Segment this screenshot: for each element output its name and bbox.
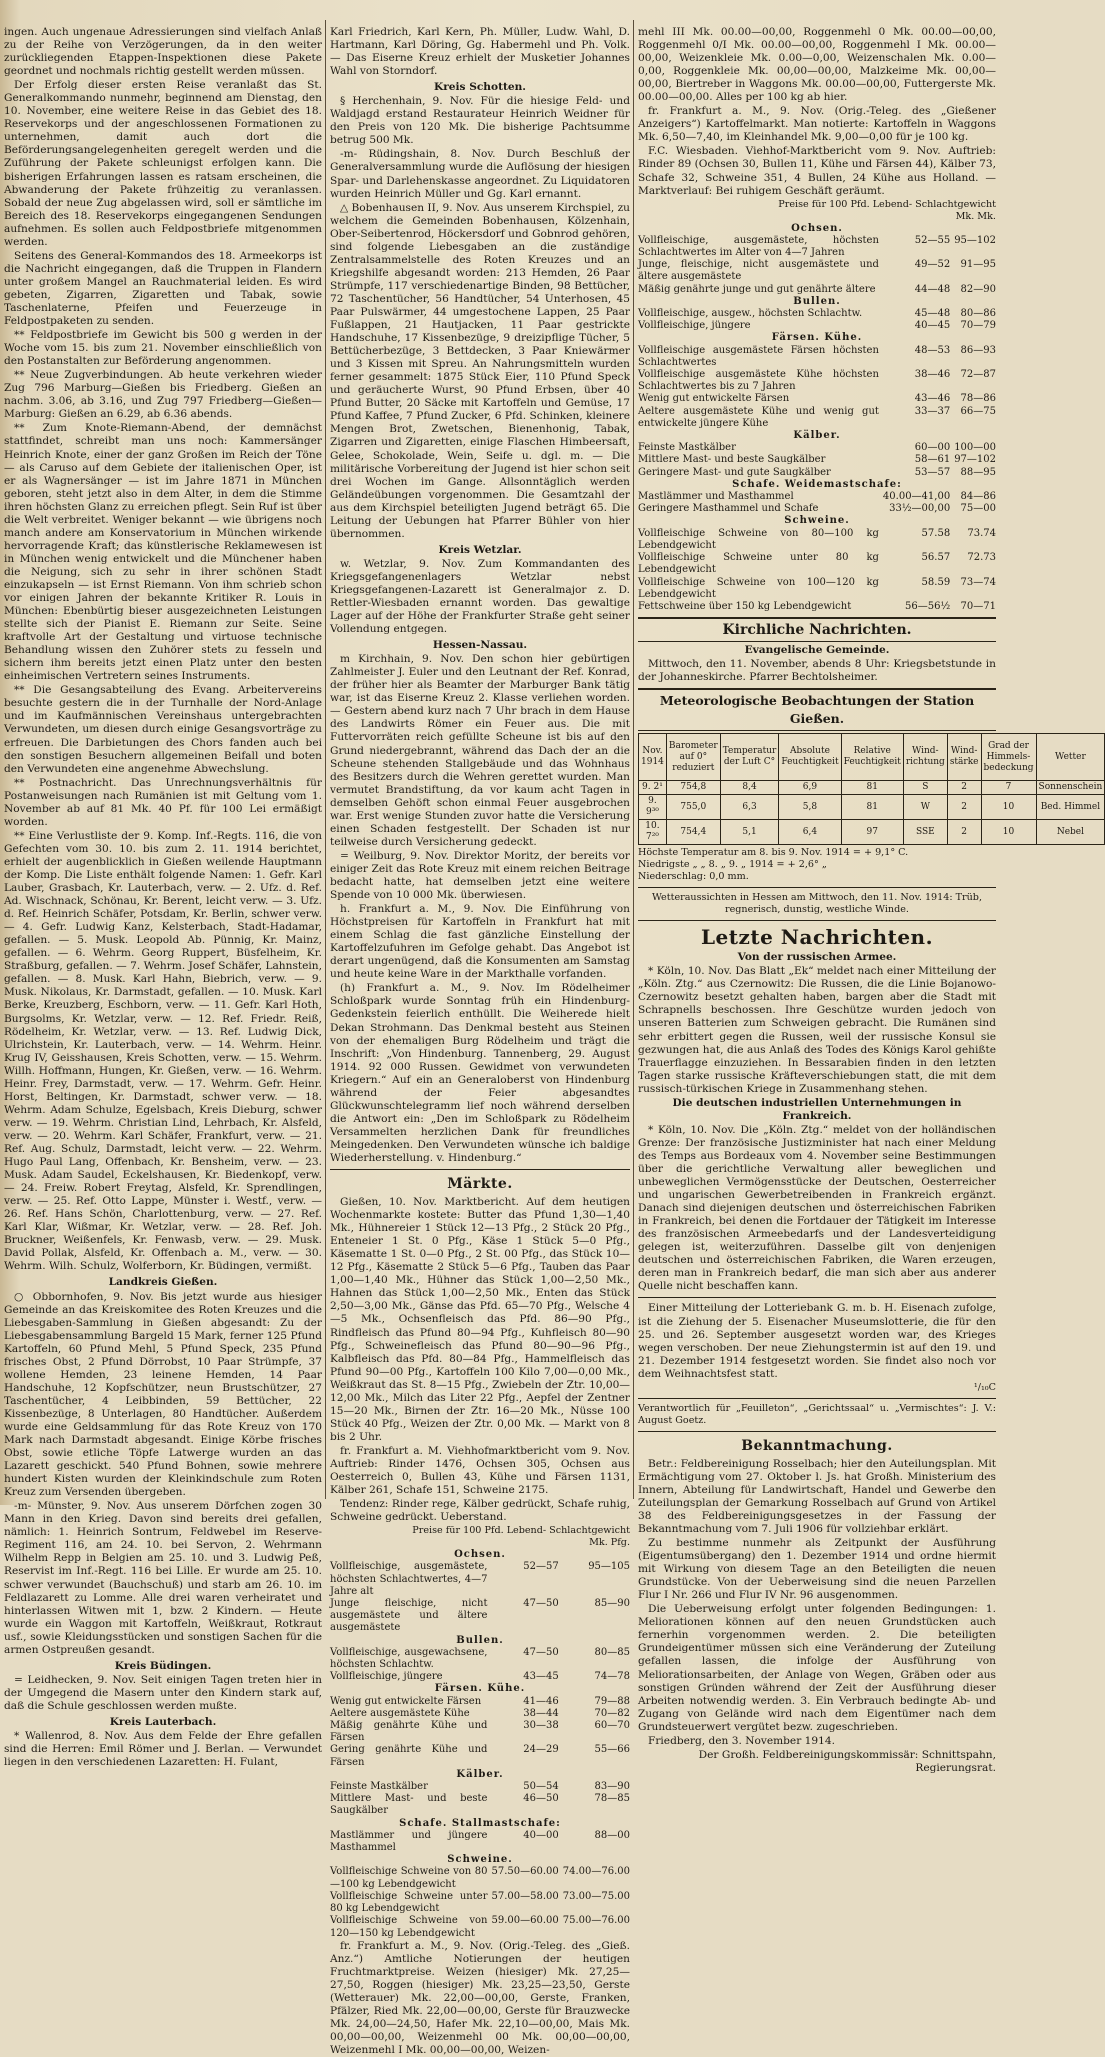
price-value: 48—53 bbox=[914, 344, 951, 356]
price-label: Mäßig genährte junge und gut genährte ältere bbox=[638, 283, 876, 295]
weather-max: Höchste Temperatur am 8. bis 9. Nov. 1914 = + 9,1° C. bbox=[638, 847, 909, 859]
price-label: Feinste Mastkälber bbox=[638, 442, 736, 454]
price-value: 84—86 bbox=[960, 491, 996, 503]
section-heading: Hessen-Nassau. bbox=[432, 639, 528, 652]
weather-min: Niedrigste „ „ 8. „ 9. „ 1914 = + 2,6° „ bbox=[638, 859, 827, 871]
article-text: Einer Mitteilung der Lotteriebank G. m. b. H. Eisenach zufolge, ist die Ziehung der 5. Eisenacher Museumslotterie, die für den 25. und 26. September ausgesetzt worden war, des Krieges wegen verschoben. Der neue Ziehungstermin ist auf den 19. und 21. Dezember 1914 festgesetzt worden. Sie findet also noch vor dem Weihnachtsfest statt. bbox=[638, 1302, 996, 1380]
price-row bbox=[638, 284, 996, 296]
church-notice: Mittwoch, den 11. November, abends 8 Uhr: Kriegsbetstunde in der Johanneskirche. Pfarrer Bechtolsheimer. bbox=[638, 658, 996, 684]
section-heading: Kreis Büdingen. bbox=[114, 1659, 212, 1672]
price-row bbox=[638, 320, 996, 332]
section-heading: Kirchliche Nachrichten. bbox=[638, 617, 996, 642]
price-value: 73—74 bbox=[960, 576, 996, 588]
price-units: Mk. Pfg. bbox=[589, 1537, 630, 1549]
price-label: Vollfleischige Schweine unter 80 kg Lebendgewicht bbox=[638, 552, 879, 576]
weather-cell: 7 bbox=[981, 781, 1036, 795]
price-value: 33—37 bbox=[914, 405, 951, 417]
livestock-price-table bbox=[330, 1549, 630, 1940]
price-label: Vollfleischige Schweine von 100—120 kg Lebendgewicht bbox=[638, 576, 879, 600]
price-value: 70—82 bbox=[594, 1707, 630, 1719]
article-text: w. Wetzlar, 9. Nov. Zum Kommandanten des Kriegsgefangenenlagers Wetzlar nebst Kriegsgefangenen-Lazarett ist Generalmajor z. D. Rettler-Wiesbaden ernannt worden. Das gewaltige Lager auf der Höhe der Frankfurter Straße geht seiner Vollendung entgegen. bbox=[330, 557, 630, 636]
subheading: Evangelische Gemeinde. bbox=[744, 644, 890, 657]
price-value: 57.50—60.00 bbox=[491, 1866, 559, 1878]
price-label: Aeltere ausgemästete Kühe bbox=[330, 1707, 470, 1719]
weather-cell: 10. 7²⁰ bbox=[639, 820, 667, 845]
price-label: Vollfleischige Schweine von 80—100 kg Lebendgewicht bbox=[330, 1866, 488, 1890]
notice-text: Zu bestimme nunmehr als Zeitpunkt der Ausführung (Eigentumsübergang) den 1. Dezember 1914 und ordne hiermit mit Wirkung von diesem Tage an den Beteiligten die neuen Grundstücke. Von der Ueberweisung sind die neuen Parzellen Flur I Nr. 266 und Flur IV Nr. 96 ausgenommen. bbox=[638, 1537, 996, 1602]
price-label: Vollfleischige ausgemästete Färsen höchsten Schlachtwertes bbox=[638, 344, 879, 368]
divider bbox=[638, 1398, 996, 1399]
weather-cell: 10 bbox=[981, 820, 1036, 845]
price-row bbox=[638, 308, 996, 320]
section-heading: Kreis Lauterbach. bbox=[109, 1716, 217, 1728]
subheading: Von der russischen Armee. bbox=[737, 951, 897, 964]
price-value: 40—45 bbox=[914, 320, 951, 332]
price-label: Vollfleischige, ausgew., höchsten Schlachtw. bbox=[638, 308, 863, 320]
price-value: 58.59 bbox=[921, 576, 951, 588]
price-value: 74.00—76.00 bbox=[562, 1866, 630, 1878]
price-label: Vollfleischige, ausgemästete, höchsten Schlachtwertes, 4—7 Jahre alt bbox=[330, 1561, 488, 1597]
price-row bbox=[638, 259, 996, 283]
price-value: 78—85 bbox=[594, 1793, 630, 1805]
price-value: 82—90 bbox=[960, 283, 996, 295]
article-text: * Köln, 10. Nov. Das Blatt „Ek“ meldet nach einer Mitteilung der „Köln. Ztg.“ aus Czernowitz: Die Russen, die die Linie Bojanowo-Czernowitz besetzt gehalten haben, bargen aber die Stadt mit Schrapnells beschossen. Ihre Geschütze wurden jedoch von unseren Batterien zum Schweigen gebracht. Die Rumänen sind sehr erbittert gegen die Russen, weil der russische Konsul sie gezwungen hat, die aus Anlaß des Todes des Königs Karol gehißte Trauerflagge einzuziehen. In Bessarabien finden in den letzten Tagen starke russische Kräfteverschiebungen statt, die mit dem russisch-türkischen Kriege in Zusammenhang stehen. bbox=[638, 965, 996, 1095]
price-row bbox=[638, 345, 996, 369]
section-heading: Landkreis Gießen. bbox=[108, 1276, 218, 1289]
price-row bbox=[330, 1598, 630, 1635]
price-value: 66—75 bbox=[960, 405, 996, 417]
weather-column-header: Relative Feuchtigkeit bbox=[841, 734, 903, 781]
price-row bbox=[638, 235, 996, 259]
price-label: Vollfleischige Schweine von 120—150 kg Lebendgewicht bbox=[330, 1915, 488, 1939]
price-value: 59.00—60.00 bbox=[491, 1915, 559, 1927]
price-category: Bullen. bbox=[456, 1634, 504, 1646]
article-text: ** Postnachricht. Das Unrechnungsverhältnis für Postanweisungen nach Rumänien ist mit Geltung vom 1. November ab auf 81 Mk. 40 Pf. für 100 Lei ermäßigt worden. bbox=[4, 776, 322, 828]
price-row bbox=[330, 1866, 630, 1890]
price-label: Junge fleischige, nicht ausgemästete und ältere ausgemästete bbox=[330, 1598, 488, 1634]
price-category: Färsen. Kühe. bbox=[771, 332, 863, 344]
weather-column-header: Temperatur der Luft C° bbox=[720, 734, 779, 781]
price-value: 88—00 bbox=[594, 1829, 630, 1841]
price-label: Vollfleischige ausgemästete Kühe höchsten Schlachtwertes bis zu 7 Jahren bbox=[638, 369, 879, 393]
price-category: Bullen. bbox=[793, 295, 841, 307]
price-row bbox=[330, 1744, 630, 1768]
price-value: 57.58 bbox=[921, 527, 951, 539]
price-category: Färsen. Kühe. bbox=[434, 1683, 526, 1695]
price-value: 70—71 bbox=[960, 600, 996, 612]
divider bbox=[638, 1431, 996, 1432]
price-row bbox=[330, 1720, 630, 1744]
price-label: Junge, fleischige, nicht ausgemästete und ältere ausgemästete bbox=[638, 259, 879, 283]
divider bbox=[638, 920, 996, 921]
article-text: * Köln, 10. Nov. Die „Köln. Ztg.“ meldet von der holländischen Grenze: Der französische Justizminister hat nach einer Meldung des Temps aus Bordeaux vom 4. November seine Bestimmungen über die gerichtliche Verwaltung aller beweglichen und unbeweglichen Vermögensstücke der Deutschen, Oesterreicher und ungarischen Gewerbetreibenden in Frankreich ergänzt. Danach sind diejenigen deutschen und österreichischen Fabriken in Frankreich, bei denen die Fortdauer der Tätigkeit im Interesse des französischen Armeebedarfs und der Landesverteidigung gelegen ist, weiterzuführen. Dasselbe gilt von denjenigen deutschen und österreichischen Fabriken, die Waren erzeugen, deren man in Frankreich bedarf, die man sich aber aus anderer Quelle nicht beschaffen kann. bbox=[638, 1123, 996, 1293]
price-label: Mittlere Mast- und beste Saugkälber bbox=[638, 454, 826, 466]
price-row bbox=[330, 1781, 630, 1793]
weather-cell: 6,9 bbox=[779, 781, 841, 795]
price-row bbox=[330, 1561, 630, 1598]
market-report: fr. Frankfurt a. M., 9. Nov. (Orig.-Teleg. des „Gieß. Anz.“) Amtliche Notierungen der heutigen Fruchtmarktpreise. Weizen (hiesiger) Mk. 27,25—27,50, Roggen (hiesiger) Mk. 23,25—23,50, Gerste (Wetterauer) Mk. 22,00—00,00, Gerste, Franken, Pfälzer, Ried Mk. 22,00—00,00, Gerste für Brauzwecke Mk. 24,00—24,50, Hafer Mk. 22,10—00,00, Mais Mk. 00,00—00,00, Weizenmehl 00 Mk. 00,00—00,00, Weizenmehl I Mk. 00,00—00,00, Weizen- bbox=[330, 1939, 630, 2057]
price-category: Ochsen. bbox=[454, 1549, 506, 1561]
price-value: 70—79 bbox=[960, 320, 996, 332]
weather-forecast: Wetteraussichten in Hessen am Mittwoch, den 11. Nov. 1914: Trüb, regnerisch, dunstig, westliche Winde. bbox=[651, 892, 982, 916]
weather-cell: SSE bbox=[903, 820, 947, 845]
price-value: 95—102 bbox=[954, 234, 996, 246]
weather-cell: Sonnenschein bbox=[1036, 781, 1105, 795]
price-label: Gering genährte Kühe und Färsen bbox=[330, 1744, 488, 1768]
weather-cell: 2 bbox=[947, 795, 981, 820]
price-value: 100—00 bbox=[954, 442, 996, 454]
price-row bbox=[638, 503, 996, 515]
weather-cell: 2 bbox=[947, 781, 981, 795]
market-report: mehl III Mk. 00.00—00,00, Roggenmehl 0 Mk. 00.00—00,00, Roggenmehl 0/I Mk. 00.00—00,00, Roggenmehl I Mk. 00.00—00,00, Weizenkleie Mk. 0.00—0,00, Weizenschalen Mk. 0.00—0,00, Roggenkleie Mk. 00,00—00,00, Malzkeime Mk. 00,00—00,00, Biertreber in Waggons Mk. 00.00—00,00, Futtergerste Mk. 00.00—00,00. Alles per 100 kg ab hier. bbox=[638, 26, 996, 104]
price-value: 43—46 bbox=[914, 393, 951, 405]
weather-row bbox=[639, 781, 1105, 795]
price-value: 75.00—76.00 bbox=[562, 1915, 630, 1927]
article-text: ○ Obbornhofen, 9. Nov. Bis jetzt wurde aus hiesiger Gemeinde an das Kreiskomitee des Roten Kreuzes und die Liebesgaben-Sammlung in Gießen abgesandt: Zu der Liebesgabensammlung Bargeld 15 Mark, ferner 125 Pfund Kartoffeln, 60 Pfund Mehl, 5 Pfund Speck, 235 Pfund frisches Obst, 2 Pfund Dörrobst, 10 Paar Strümpfe, 37 wollene Hemden, 23 leinene Hemden, 14 Paar Handschuhe, 12 Kopfschützer, neun Brustschützer, 27 Taschentücher, 4 Leibbinden, 59 Bettücher, 22 Kissenbezüge, 8 Unterlagen, 80 Handtücher. Außerdem wurde eine Geldsammlung für das Rote Kreuz von 170 Mark nach Darmstadt abgesandt. Einige Körbe frisches Obst, sowie etliche Töpfe Latwerge wurden an das Lazarett geschickt. 540 Pfund Bohnen, sowie mehrere hundert Kisten wurden der Kleinkindschule zum Roten Kreuz zum Versenden übergeben. bbox=[4, 1290, 322, 1499]
price-label: Mäßig genährte Kühe und Färsen bbox=[330, 1720, 488, 1744]
price-category: Kälber. bbox=[793, 430, 841, 442]
price-row bbox=[638, 467, 996, 479]
column-divider bbox=[325, 20, 326, 1499]
price-value: 53—57 bbox=[914, 466, 951, 478]
article-text: ** Feldpostbriefe im Gewicht bis 500 g werden in der Woche vom 15. bis zum 21. November einschließlich von den Postanstalten zur Beförderung angenommen. bbox=[4, 329, 322, 368]
article-text: △ Bobenhausen II, 9. Nov. Aus unserem Kirchspiel, zu welchem die Gemeinden Bobenhausen, Kölzenhain, Ober-Seibertenrod, Höckersdorf und Gobnrod gehören, sind folgende Liebesgaben an die zuständige Zentralsammelstelle des Roten Kreuzes und an Kriegshilfe abgesandt worden: 213 Hemden, 26 Paar Strümpfe, 117 verschiedenartige Binden, 98 Bettücher, 72 Taschentücher, 56 Handtücher, 54 Unterhosen, 45 Paar Pulswärmer, 44 umgestochene Lappen, 25 Paar Fußlappen, 21 Hautjacken, 11 Paar gestrickte Handschuhe, 17 Kissenbezüge, 9 dreizipflige Tücher, 5 Bettücherbezüge, 3 Bettdecken, 3 Paar Kniewärmer und 3 Kissen mit Spreu. An Nahrungsmitteln wurden ferner gesammelt: 1875 Stück Eier, 110 Pfund Speck und geräucherte Wurst, 90 Pfund Erbsen, über 40 Pfund Butter, 20 Säcke mit Kartoffeln und Gemüse, 17 Pfund Kaffee, 7 Pfund Zucker, 6 Pfd. Schinken, kleinere Mengen Brot, Zwetschen, Bienenhonig, Tabak, Zigarren und Zigaretten, einige Flaschen Himbeersaft, Gelee, Schokolade, Wein, Seife u. dgl. m. — Die militärische Vorbereitung der Jugend ist hier schon seit drei Wochen im Gange. Allsonntäglich werden Geländeübungen vorgenommen. Die Gesamtzahl der aus dem Kirchspiel beteiligten Jugend beträgt 65. Die Leitung der Uebungen hat Pfarrer Bühler von hier übernommen. bbox=[330, 201, 630, 540]
price-value: 72—87 bbox=[960, 369, 996, 381]
price-row bbox=[330, 1671, 630, 1683]
price-label: Wenig gut entwickelte Färsen bbox=[330, 1695, 482, 1707]
price-row bbox=[638, 577, 996, 601]
price-category: Schweine. bbox=[784, 515, 850, 527]
market-report: F.C. Wiesbaden. Viehhof-Marktbericht vom 9. Nov. Auftrieb: Rinder 89 (Ochsen 30, Bullen 11, Kühe und Färsen 44), Kälber 73, Schafe 32, Schweine 351, 4 Bullen, 24 Kühe aus Holland. — Marktverlauf: Bei ruhigem Geschäft geräumt. bbox=[638, 145, 996, 197]
price-header: Preise für 100 Pfd. Lebend- Schlachtgewicht bbox=[412, 1525, 630, 1537]
price-value: 30—38 bbox=[523, 1720, 559, 1732]
price-value: 41—46 bbox=[523, 1695, 559, 1707]
price-row bbox=[638, 528, 996, 552]
market-report: Gießen, 10. Nov. Marktbericht. Auf dem heutigen Wochenmarkte kostete: Butter das Pfund 1,30—1,40 Mk., Hühnereier 1 Stück 12—13 Pfg., 2 Stück 20 Pfg., Enteneier 1 St. 0 Pfg., Käse 1 Stück 5—0 Pfg., Käsematte 1 St. 0—0 Pfg., 2 St. 00 Pfg., das Stück 10—12 Pfg., Käsematte 2 Stück 5—6 Pfg., Tauben das Paar 1,00—1,40 Mk., Hühner das Stück 1,00—2,50 Mk., Hahnen das Stück 1,00—2,50 Mk., Enten das Stück 2,50—3,00 Mk., Gänse das Pfd. 65—70 Pfg., Welsche 4—5 Mk., Ochsenfleisch das Pfd. 86—90 Pfg., Rindfleisch das Pfund 80—94 Pfg., Kuhfleisch 80—90 Pfg., Schweinefleisch das Pfund 80—90—96 Pfg., Kalbfleisch das Pfd. 80—84 Pfg., Hammelfleisch das Pfund 90—00 Pfg., Kartoffeln 100 Kilo 7,00—0,00 Mk., Weißkraut das St. 8—15 Pfg., Zwiebeln der Ztr. 10,00—12,00 Mk., Milch das Liter 22 Pfg., Aepfel der Zentner 15—20 Mk., Birnen der Ztr. 16—20 Mk., Nüsse 100 Stück 40 Pfg., Weizen der Ztr. 0,00 Mk. — Markt von 8 bis 2 Uhr. bbox=[330, 1196, 630, 1443]
price-row bbox=[330, 1891, 630, 1915]
price-row bbox=[330, 1647, 630, 1671]
section-heading: Bekanntmachung. bbox=[741, 1437, 893, 1454]
price-label: Vollfleischige Schweine von 80—100 kg Lebendgewicht bbox=[638, 527, 879, 551]
article-text: Der Erfolg dieser ersten Reise veranlaßt das St. Generalkommando nunmehr, beginnend am Dienstag, den 10. November, eine weitere Reise in das Gebiet des 18. Reservekorps und der angeschlossenen Formationen zu unternehmen, damit auch dort die Beförderungsangelegenheiten geregelt werden und die Zuführung der Pakete schleunigst erfolgen kann. Die bisherigen Erfahrungen lassen es ratsam erscheinen, die Abwanderung der Pakete frühzeitig zu veranlassen. Sobald der neue Zug abgelassen wird, soll er sämtliche im Bereich des 18. Reservekorps eingegangenen Sendungen aufnehmen. Es sollen auch Feldpostbriefe mitgenommen werden. bbox=[4, 79, 322, 248]
price-category: Kälber. bbox=[456, 1768, 504, 1780]
price-value: 43—45 bbox=[523, 1671, 559, 1683]
weather-cell: 754,4 bbox=[666, 820, 720, 845]
article-text: = Weilburg, 9. Nov. Direktor Moritz, der bereits vor einiger Zeit das Rote Kreuz mit einem reichen Beitrage bedacht hatte, hat demselben jetzt eine weitere Spende von 10 000 Mk. überwiesen. bbox=[330, 849, 630, 902]
price-value: 85—90 bbox=[594, 1598, 630, 1610]
price-value: 75—00 bbox=[960, 503, 996, 515]
signature: Der Großh. Feldbereinigungskommissär: Schnittspahn, Regierungsrat. bbox=[698, 1748, 996, 1774]
price-category: Schafe. Weidemastschafe: bbox=[732, 478, 902, 490]
notice-date: Friedberg, den 3. November 1914. bbox=[648, 1734, 835, 1747]
notice-text: Die Ueberweisung erfolgt unter folgenden Bedingungen: 1. Meliorationen können auf den neuen Grundstücken auch fernerhin vorgenommen werden. 2. Die beteiligten Grundeigentümer müssen sich eine Veränderung der Zuteilung gefallen lassen, die infolge der Ausführung von Meliorationsarbeiten, der Anlage von Wegen, Gräben oder aus sonstigen Gründen während der Zeit der Ausführung dieser Arbeiten notwendig werden. 3. Ein Verbrauch bedingte Ab- und Zugang von Gelände wird nach dem Eigentümer nach dem Grundsteuerwert vergütet bezw. zugeschrieben. bbox=[638, 1603, 996, 1733]
signature: ¹/₁₀C bbox=[973, 1381, 996, 1393]
weather-column-header: Barometer auf 0° reduziert bbox=[666, 734, 720, 781]
weather-column-header: Grad der Himmels-bedeckung bbox=[981, 734, 1036, 781]
weather-column-header: Wetter bbox=[1036, 734, 1105, 781]
section-heading: Letzte Nachrichten. bbox=[700, 925, 934, 950]
weather-cell: 6,3 bbox=[720, 795, 779, 820]
price-value: 24—29 bbox=[523, 1744, 559, 1756]
section-heading: Meteorologische Beobachtungen der Station Gießen. bbox=[638, 688, 996, 731]
weather-cell: 8,4 bbox=[720, 781, 779, 795]
price-value: 86—93 bbox=[960, 344, 996, 356]
price-value: 55—66 bbox=[594, 1744, 630, 1756]
article-text: (h) Frankfurt a. M., 9. Nov. Im Rödelheimer Schloßpark wurde Sonntag früh ein Hindenburg-Gedenkstein feierlich enthüllt. Die Weiherede hielt Dekan Strohmann. Das Denkmal besteht aus Steinen von der ehemaligen Burg Rödelheim und trägt die Inschrift: „Von Hindenburg. Tannenberg, 29. August 1914. 92 000 Russen. Gewidmet von verwundeten Kriegern.“ Auf ein an Generaloberst von Hindenburg während der Feier abgesandtes Glückwunschtelegramm lief noch während derselben die Antwort ein: „Den im Schloßpark zu Rödelheim Versammelten herzlichen Dank für freundliches Meingedenken. Den Verwundeten wünsche ich baldige Wiederherstellung. v. Hindenburg.“ bbox=[330, 982, 630, 1164]
price-value: 73.00—75.00 bbox=[562, 1890, 630, 1902]
price-value: 40.00—41,00 bbox=[882, 491, 951, 503]
price-row bbox=[330, 1708, 630, 1720]
weather-table bbox=[638, 733, 1105, 845]
column-divider bbox=[633, 20, 634, 1499]
column-middle bbox=[330, 26, 630, 2057]
price-row bbox=[638, 369, 996, 393]
section-heading: Kreis Schotten. bbox=[434, 81, 526, 94]
weather-column-header: Wind-richtung bbox=[903, 734, 947, 781]
weather-column-header: Absolute Feuchtigkeit bbox=[779, 734, 841, 781]
divider bbox=[330, 1169, 630, 1170]
price-row bbox=[638, 393, 996, 405]
price-value: 38—46 bbox=[914, 369, 951, 381]
price-value: 88—95 bbox=[960, 466, 996, 478]
price-row bbox=[638, 601, 996, 613]
market-report: Tendenz: Rinder rege, Kälber gedrückt, Schafe ruhig, Schweine gedrückt. Ueberstand. bbox=[330, 1498, 630, 1524]
livestock-price-table bbox=[638, 223, 996, 614]
price-category: Schweine. bbox=[447, 1854, 513, 1866]
price-category: Ochsen. bbox=[791, 222, 843, 234]
price-value: 72.73 bbox=[967, 552, 996, 564]
price-value: 58—61 bbox=[914, 454, 951, 466]
price-row bbox=[330, 1830, 630, 1854]
weather-row bbox=[639, 795, 1105, 820]
price-value: 49—52 bbox=[914, 259, 951, 271]
weather-cell: 5,8 bbox=[779, 795, 841, 820]
weather-cell: 755,0 bbox=[666, 795, 720, 820]
weather-column-header: Nov. 1914 bbox=[639, 734, 667, 781]
weather-cell: 5,1 bbox=[720, 820, 779, 845]
price-label: Fettschweine über 150 kg Lebendgewicht bbox=[638, 600, 852, 612]
price-value: 47—50 bbox=[523, 1646, 559, 1658]
article-text: h. Frankfurt a. M., 9. Nov. Die Einführung von Höchstpreisen für Kartoffeln in Frankfurt hat mit einem Schlag die fast gänzliche Einstellung der Kartoffelzufuhren im Gefolge gehabt. Das Angebot ist derart ungenügend, daß die Konsumenten am Samstag und heute keine Ware in der Markthalle vorfanden. bbox=[330, 903, 630, 981]
casualty-list: ** Eine Verlustliste der 9. Komp. Inf.-Regts. 116, die von Gefechten vom 30. 10. bis zum 2. 11. 1914 berichtet, erhielt der augenblicklich in Gießen weilende Hauptmann der Komp. Die Liste enthält folgende Namen: 1. Gefr. Karl Lauber, Grasbach, Kr. Lauterbach, verw. — 2. Ufz. d. Ref. Ad. Wischnack, Schönau, Kr. Berent, leicht verw. — 3. Ufz. d. Ref. Heinrich Schäfer, Potsdam, Kr. Berlin, schwer verw. — 4. Gefr. Ludwig Kanz, Kelsterbach, Stadt-Hadamar, gefallen. — 5. Musk. Leopold Ab. Pünnig, Kr. Mainz, gefallen. — 6. Wehrm. Georg Ruppert, Büsfelheim, Kr. Straßburg, gefallen. — 7. Wehrm. Josef Schäfer, Lahnstein, gefallen. — 8. Musk. Karl Hahn, Biebrich, verw. — 9. Musk. Nikolaus, Kr. Darmstadt, gefallen. — 10. Musk. Karl Berke, Kreuzberg, Eschborn, verw. — 11. Gefr. Karl Hoth, Burgsolms, Kr. Wetzlar, verw. — 12. Ref. Friedr. Reiß, Rödelheim, Kr. Wetzlar, verw. — 13. Ref. Ludwig Dick, Ulrichstein, Kr. Lauterbach, verw. — 14. Wehrm. Heinr. Krug IV, Geisshausen, Kreis Schotten, verw. — 15. Wehrm. Willh. Hoffmann, Hungen, Kr. Gießen, verw. — 16. Wehrm. Heinr. Frey, Darmstadt, verw. — 17. Wehrm. Gefr. Heinr. Horst, Beltingen, Kr. Darmstadt, schwer verw. — 18. Wehrm. Adam Schulze, Egelsbach, Kreis Dieburg, schwer verw. — 19. Wehrm. Christian Lind, Lehrbach, Kr. Alsfeld, verw. — 20. Wehrm. Karl Schäfer, Frankfurt, verw. — 21. Ref. Aug. Schulz, Darmstadt, leicht verw. — 22. Wehrm. Hugo Paul Lang, Offenbach, Kr. Bensheim, verw. — 23. Musk. Adam Saudel, Eckelshausen, Kr. Biedenkopf, verw. — 24. Freiw. Robert Freytag, Alsfeld, Kr. Sprendlingen, verw. — 25. Ref. Otto Lappe, Münster i. Westf., verw. — 26. Ref. Hans Schön, Charlottenburg, verw. — 27. Ref. Karl Klar, Wißmar, Kr. Wetzlar, verw. — 28. Ref. Joh. Bruckner, Weißenfels, Kr. Fenwasb, verw. — 29. Musk. David Pollak, Alsfeld, Kr. Offenbach a. M., verw. — 30. Wehrm. Wilh. Schulz, Wolferborn, Kr. Büdingen, vermißt. bbox=[4, 829, 322, 1273]
price-value: 78—86 bbox=[960, 393, 996, 405]
column-right bbox=[638, 26, 1103, 1774]
price-value: 80—85 bbox=[594, 1646, 630, 1658]
price-label: Feinste Mastkälber bbox=[330, 1781, 428, 1793]
price-row bbox=[638, 406, 996, 430]
notice-text: Betr.: Feldbereinigung Rosselbach; hier den Auteilungsplan. Mit Ermächtigung vom 27. Oktober l. Js. hat Großh. Ministerium des Innern, Abteilung für Landwirtschaft, Handel und Gewerbe den Zuteilungsplan der Gemarkung Rosselbach auf Grund von Artikel 38 des Feldbereinigungsgesetzes in der Fassung der Bekanntmachung vom 7. Juli 1906 für vollziehbar erklärt. bbox=[638, 1457, 996, 1535]
weather-cell: 9. 9³⁰ bbox=[639, 795, 667, 820]
price-value: 80—86 bbox=[960, 308, 996, 320]
price-label: Mastlämmer und jüngere Masthammel bbox=[330, 1829, 488, 1854]
article-text: ** Neue Zugverbindungen. Ab heute verkehren wieder Zug 796 Marburg—Gießen bis Friedberg. Gießen an nachm. 3.06, ab 3.16, und Zug 797 Friedberg—Gießen—Marburg: Gießen an 6.29, ab 6.36 abends. bbox=[4, 369, 322, 421]
price-label: Mittlere Mast- und beste Saugkälber bbox=[330, 1793, 488, 1817]
price-value: 73.74 bbox=[967, 527, 996, 539]
article-text: m Kirchhain, 9. Nov. Den schon hier gebürtigen Zahlmeister J. Euler und den Leutnant der Ref. Konrad, der früher hier als Beamter der Marburger Bank tätig war, ist das Eiserne Kreuz 2. Klasse verliehen worden. — Gestern abend kurz nach 7 Uhr brach in dem Hause des Landwirts Römer ein Feuer aus. Die mit Futtervorräten reich gefüllte Scheune ist bis auf den Grund niedergebrannt, während das Dach der an die Scheune stehenden Stallgebäude und das Wohnhaus des Besitzers durch die Wehren gerettet wurden. Man vermutet Brandstiftung, da vor kaum acht Tagen in demselben Gehöft schon einmal Feuer ausgebrochen war. Erst wenige Stunden zuvor hatte die Versicherung einen Schaden festgestellt. Der Schaden ist nur teilweise durch Versicherung gedeckt. bbox=[330, 653, 630, 848]
article-text: ingen. Auch ungenaue Adressierungen sind vielfach Anlaß zu der Reihe von Verzögerungen, da in den weiter zurückliegenden Etappen-Inspektionen diese Pakete geordnet und nochmals richtig gestellt werden müssen. bbox=[4, 26, 322, 78]
article-text: ** Zum Knote-Riemann-Abend, der demnächst stattfindet, schreibt man uns noch: Kammersänger Heinrich Knote, einer der ganz Großen im Reich der Töne — als Caruso auf dem Gebiete der italienischen Oper, ist er als Wagnersänger — ist im Jahre 1871 in München geboren, steht jetzt also in dem Alter, in dem die Stimme ihren höchsten Glanz zu erreichen pflegt. Sein Ruf ist über die Welt verbreitet. Weniger bekannt — wie übrigens noch manch andere am Konservatorium in München wirkende hervorragende Kraft; das künstlerische Reklamewesen ist in München wenig entwickelt und die Münchener haben die Neigung, sich zu sehr in ihrer schönen Stadt einzukapseln — ist Ernst Riemann. Von ihm schrieb schon vor einigen Jahren der bekannte Kritiker R. Louis in München: Ebenbürtig bieser ausgezeichneten Leistungen stellte sich der Pianist E. Riemann zur Seite. Seine kraftvolle Art der Gestaltung und virtuose technische Behandlung wissen den Zuhörer stets zu fesseln und sichern ihm bereits jetzt einen Platz unter den besten einheimischen Vertretern seines Instruments. bbox=[4, 422, 322, 683]
price-row bbox=[330, 1696, 630, 1708]
price-label: Mastlämmer und Masthammel bbox=[638, 491, 794, 503]
price-row bbox=[638, 491, 996, 503]
article-text: Seitens des General-Kommandos des 18. Armeekorps ist die Nachricht eingegangen, daß die Truppen in Flandern unter großem Mangel an Rauchmaterial leiden. Es wird gebeten, Zigarren, Zigaretten und Tabak, sowie Taschenlaterne, Pfeifen und Feuerzeuge in Feldpostpaketen zu senden. bbox=[4, 249, 322, 328]
price-value: 91—95 bbox=[960, 259, 996, 271]
price-value: 97—102 bbox=[954, 454, 996, 466]
article-text: Karl Friedrich, Karl Kern, Ph. Müller, Ludw. Wahl, D. Hartmann, Karl Döring, Gg. Habermehl und Ph. Volk. — Das Eiserne Kreuz erhielt der Musketier Johannes Wahl von Storndorf. bbox=[330, 26, 630, 78]
price-header: Preise für 100 Pfd. Lebend- Schlachtgewicht bbox=[778, 198, 996, 210]
price-value: 83—90 bbox=[594, 1781, 630, 1793]
price-label: Vollfleischige, jüngere bbox=[330, 1671, 443, 1683]
price-label: Vollfleischige Schweine unter 80 kg Lebendgewicht bbox=[330, 1890, 488, 1915]
article-text: * Wallenrod, 8. Nov. Aus dem Felde der Ehre gefallen sind die Herren: Emil Römer und J. Berlan. — Verwundet liegen in den verschiedenen Lazaretten: H. Fulant, bbox=[4, 1730, 322, 1769]
price-value: 38—44 bbox=[523, 1707, 559, 1719]
price-value: 60—00 bbox=[914, 442, 951, 454]
weather-rain: Niederschlag: 0,0 mm. bbox=[638, 871, 749, 883]
price-value: 44—48 bbox=[914, 283, 951, 295]
weather-cell: 754,8 bbox=[666, 781, 720, 795]
divider bbox=[638, 887, 996, 888]
price-value: 52—57 bbox=[523, 1561, 559, 1573]
weather-cell: Bed. Himmel bbox=[1036, 795, 1105, 820]
price-row bbox=[330, 1793, 630, 1817]
responsibility-note: Verantwortlich für „Feuilleton“, „Gerichtssaal“ u. „Vermischtes“: J. V.: August Goetz. bbox=[638, 1402, 996, 1426]
price-units: Mk. Mk. bbox=[955, 210, 996, 222]
price-value: 33½—00,00 bbox=[889, 503, 951, 515]
weather-cell: 9. 2¹ bbox=[639, 781, 667, 795]
weather-cell: 81 bbox=[841, 795, 903, 820]
price-category: Schafe. Stallmastschafe: bbox=[399, 1817, 561, 1829]
price-value: 56—56½ bbox=[905, 600, 951, 612]
weather-cell: 10 bbox=[981, 795, 1036, 820]
market-report: fr. Frankfurt a. M., 9. Nov. (Orig.-Teleg. des „Gießener Anzeigers“) Kartoffelmarkt. Man notierte: Kartoffeln in Waggons Mk. 6,50—7,40, im Kleinhandel Mk. 9,00—0,00 für je 100 kg. bbox=[638, 105, 996, 144]
weather-cell: S bbox=[903, 781, 947, 795]
price-value: 45—48 bbox=[914, 308, 951, 320]
price-value: 46—50 bbox=[523, 1793, 559, 1805]
price-row bbox=[638, 552, 996, 576]
price-label: Wenig gut entwickelte Färsen bbox=[638, 393, 790, 405]
weather-cell: W bbox=[903, 795, 947, 820]
price-value: 79—88 bbox=[594, 1695, 630, 1707]
price-value: 40—00 bbox=[523, 1829, 559, 1841]
weather-column-header: Wind-stärke bbox=[947, 734, 981, 781]
price-value: 56.57 bbox=[921, 552, 951, 564]
article-text: -m- Münster, 9. Nov. Aus unserem Dörfchen zogen 30 Mann in den Krieg. Davon sind bereits drei gefallen, nämlich: 1. Heinrich Sontrum, Feldwebel im Reserve-Regiment 116, am 24. 10. bei Servon, 2. Wehrmann Wilhelm Repp in Belgien am 25. 10. und 3. Ludwig Peß, Reservist im Inf.-Regt. 116 bei Lille. Er wurde am 25. 10. schwer verwundet (Bauchschuß) und starb am 26. 10. im Feldlazarett zu Lomme. Alle drei waren verheiratet und hinterlassen Witwen mit 1, bzw. 2 Kindern. — Heute wurde ein Waggon mit Kartoffeln, Weißkraut, Rotkraut usf., sowie Kleidungsstücken und sonstigen Sachen für die armen Ostpreußen gesandt. bbox=[4, 1500, 322, 1656]
price-label: Vollfleischige, jüngere bbox=[638, 320, 751, 332]
price-value: 52—55 bbox=[914, 234, 951, 246]
price-value: 74—78 bbox=[594, 1671, 630, 1683]
article-text: = Leidhecken, 9. Nov. Seit einigen Tagen treten hier in der Umgegend die Masern unter den Kindern stark auf, daß die Schule geschlossen werden mußte. bbox=[4, 1673, 322, 1712]
article-text: -m- Rüdingshain, 8. Nov. Durch Beschluß der Generalversammlung wurde die Auflösung der hiesigen Spar- und Darlehenskasse angeordnet. Zu Liquidatoren wurden Heinrich Müller und Gg. Karl ernannt. bbox=[330, 148, 630, 200]
weather-cell: Nebel bbox=[1036, 820, 1105, 845]
price-value: 60—70 bbox=[594, 1720, 630, 1732]
price-label: Geringere Masthammel und Schafe bbox=[638, 503, 819, 515]
article-text: § Herchenhain, 9. Nov. Für die hiesige Feld- und Waldjagd erstand Restaurateur Heinrich Weidner für den Preis von 120 Mk. Die bisherige Pachtsumme betrug 500 Mk. bbox=[330, 95, 630, 147]
section-heading: Kreis Wetzlar. bbox=[438, 543, 522, 556]
price-row bbox=[330, 1915, 630, 1939]
column-left bbox=[4, 26, 322, 1769]
weather-row bbox=[639, 820, 1105, 845]
price-row bbox=[638, 454, 996, 466]
price-label: Aeltere ausgemästete Kühe und wenig gut entwickelte jüngere Kühe bbox=[638, 405, 879, 429]
price-label: Geringere Mast- und gute Saugkälber bbox=[638, 466, 831, 478]
weather-cell: 6,4 bbox=[779, 820, 841, 845]
market-report: fr. Frankfurt a. M. Viehhofmarktbericht vom 9. Nov. Auftrieb: Rinder 1476, Ochsen 305, Ochsen aus Oesterreich 0, Bullen 43, Kühe und Färsen 1131, Kälber 261, Schafe 151, Schweine 2175. bbox=[330, 1444, 630, 1497]
section-heading: Märkte. bbox=[447, 1176, 513, 1193]
price-value: 57.00—58.00 bbox=[491, 1890, 559, 1902]
price-value: 95—105 bbox=[588, 1561, 630, 1573]
price-value: 50—54 bbox=[523, 1781, 559, 1793]
price-value: 47—50 bbox=[523, 1598, 559, 1610]
divider bbox=[638, 1297, 996, 1298]
subheading: Die deutschen industriellen Unternehmungen in Frankreich. bbox=[672, 1096, 962, 1122]
weather-cell: 2 bbox=[947, 820, 981, 845]
price-label: Vollfleischige, ausgewachsene, höchsten Schlachtw. bbox=[330, 1646, 488, 1671]
weather-cell: 81 bbox=[841, 781, 903, 795]
price-label: Vollfleischige, ausgemästete, höchsten Schlachtwertes im Alter von 4—7 Jahren bbox=[638, 234, 879, 259]
price-row bbox=[638, 442, 996, 454]
weather-cell: 97 bbox=[841, 820, 903, 845]
article-text: ** Die Gesangsabteilung des Evang. Arbeitervereins besuchte gestern die in der Turnhalle der Nord-Anlage und im Kaufmännischen Vereinshaus untergebrachten Verwundeten, um diesen durch einige Gesangsvorträge zu erfreuen. Die Darbietungen des Chors fanden auch bei den sonstigen Besuchern allgemeinen Beifall und boten den Verwundeten eine angenehme Abwechslung. bbox=[4, 684, 322, 775]
